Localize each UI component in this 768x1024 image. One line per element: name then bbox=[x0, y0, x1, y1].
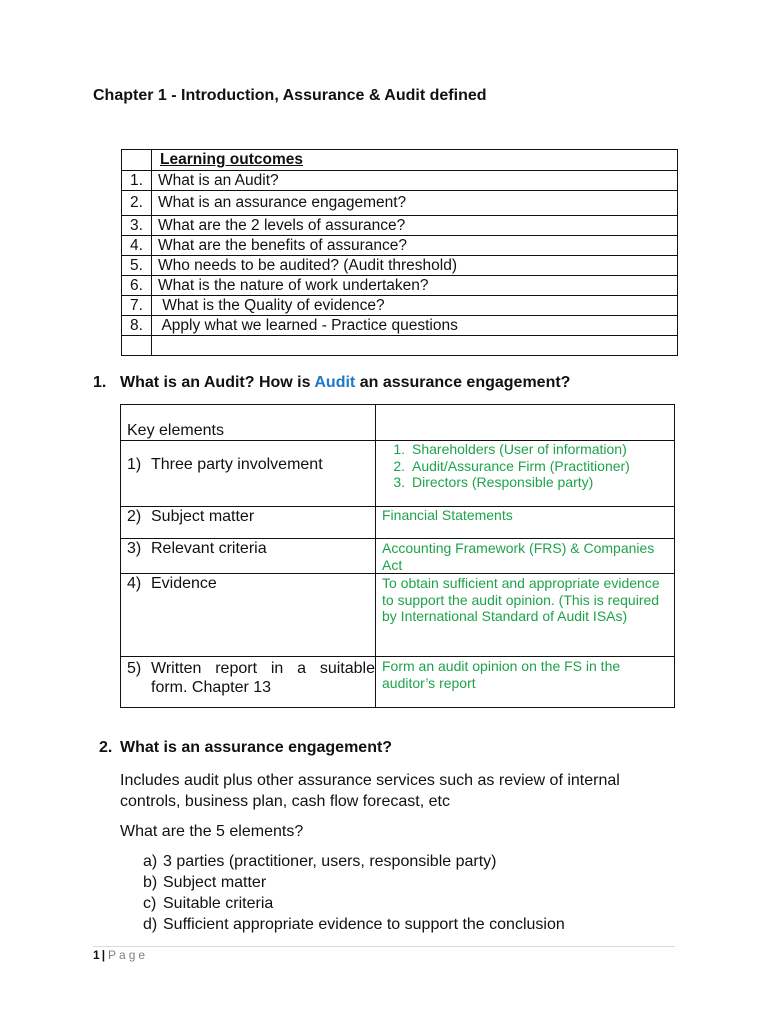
list-number: 2. bbox=[393, 457, 405, 474]
list-number: 1. bbox=[393, 441, 405, 457]
element-detail: To obtain sufficient and appropriate evidence to support the audit opinion. (This is required by International Standard of Audit ISAs) bbox=[382, 575, 660, 624]
table-row bbox=[121, 574, 675, 657]
list-letter: a) bbox=[143, 853, 158, 870]
row-number: 3. bbox=[122, 216, 152, 236]
page-number: 1 bbox=[93, 948, 100, 962]
row-number: 2. bbox=[122, 191, 152, 216]
table-row bbox=[122, 236, 678, 256]
list-letter: d) bbox=[143, 916, 158, 933]
element-detail-cell bbox=[376, 574, 675, 657]
element-detail: Accounting Framework (FRS) & Companies Act bbox=[382, 540, 655, 573]
footer-divider bbox=[93, 946, 675, 947]
footer-separator: | bbox=[101, 948, 106, 962]
section-number: 2. bbox=[99, 739, 113, 756]
table-row bbox=[122, 171, 678, 191]
heading-highlight: Audit bbox=[314, 374, 356, 391]
page-label: Page bbox=[108, 948, 149, 962]
heading-text-after: an assurance engagement? bbox=[355, 374, 571, 391]
heading-text-before: What is an Audit? How is bbox=[120, 374, 315, 391]
row-text: Who needs to be audited? (Audit threshold) bbox=[152, 256, 678, 276]
section-2-question: What are the 5 elements? bbox=[120, 823, 304, 840]
list-item bbox=[382, 441, 674, 458]
table-row bbox=[122, 216, 678, 236]
key-elements-table bbox=[120, 404, 675, 708]
table-row bbox=[122, 316, 678, 336]
list-text: Shareholders (User of information) bbox=[412, 441, 627, 457]
row-text: Apply what we learned - Practice questions bbox=[152, 316, 678, 336]
table-header-row bbox=[122, 150, 678, 171]
list-text: 3 parties (practitioner, users, responsible party) bbox=[163, 853, 497, 870]
list-text: Sufficient appropriate evidence to support the conclusion bbox=[163, 916, 565, 933]
list-letter: b) bbox=[143, 874, 158, 891]
list-item bbox=[143, 851, 565, 872]
element-label: Relevant criteria bbox=[151, 540, 267, 557]
list-letter: c) bbox=[143, 895, 157, 912]
table-row bbox=[121, 539, 675, 574]
element-detail-cell bbox=[376, 507, 675, 539]
section-1-heading bbox=[93, 374, 570, 392]
heading-text: What is an assurance engagement? bbox=[120, 739, 393, 756]
section-2-intro: Includes audit plus other assurance services such as review of internal controls, business plan, cash flow forecast, etc bbox=[120, 772, 620, 810]
list-text: Audit/Assurance Firm (Practitioner) bbox=[412, 457, 630, 474]
empty-cell bbox=[152, 336, 678, 356]
table-row bbox=[122, 256, 678, 276]
row-text: What are the benefits of assurance? bbox=[152, 236, 678, 256]
list-text: Suitable criteria bbox=[163, 895, 274, 912]
row-text: What are the 2 levels of assurance? bbox=[152, 216, 678, 236]
element-label: Evidence bbox=[151, 575, 217, 592]
element-detail-cell bbox=[376, 657, 675, 708]
empty-cell bbox=[376, 405, 675, 441]
element-detail-cell bbox=[376, 539, 675, 574]
key-elements-header-text: Key elements bbox=[127, 422, 224, 439]
page-footer bbox=[93, 948, 148, 962]
list-item bbox=[143, 872, 565, 893]
table-row bbox=[121, 441, 675, 507]
element-label-cell bbox=[121, 507, 376, 539]
header-num-cell bbox=[122, 150, 152, 171]
row-text: What is the nature of work undertaken? bbox=[152, 276, 678, 296]
element-number: 4) bbox=[127, 575, 142, 592]
row-text: What is the Quality of evidence? bbox=[152, 296, 678, 316]
learning-outcomes-header: Learning outcomes bbox=[152, 150, 678, 171]
empty-row bbox=[122, 336, 678, 356]
row-number: 5. bbox=[122, 256, 152, 276]
section-number: 1. bbox=[93, 374, 107, 391]
row-number: 6. bbox=[122, 276, 152, 296]
row-number: 7. bbox=[122, 296, 152, 316]
list-item bbox=[143, 914, 565, 935]
chapter-title: Chapter 1 - Introduction, Assurance & Audit defined bbox=[93, 87, 487, 104]
list-text: Subject matter bbox=[163, 874, 267, 891]
element-label: Subject matter bbox=[151, 508, 255, 525]
element-label: Written report in a suitable form. Chapter 13 bbox=[151, 660, 375, 696]
element-number: 3) bbox=[127, 540, 142, 557]
element-label-cell bbox=[121, 539, 376, 574]
row-text: What is an assurance engagement? bbox=[152, 191, 678, 216]
table-row bbox=[121, 507, 675, 539]
element-number: 5) bbox=[127, 660, 142, 677]
row-number: 8. bbox=[122, 316, 152, 336]
element-detail: Form an audit opinion on the FS in the auditor’s report bbox=[382, 658, 621, 691]
key-elements-header bbox=[121, 405, 376, 441]
row-number: 1. bbox=[122, 171, 152, 191]
table-row bbox=[122, 276, 678, 296]
element-number: 1) bbox=[127, 456, 142, 473]
element-label-cell bbox=[121, 657, 376, 708]
element-detail: Financial Statements bbox=[382, 507, 513, 523]
table-row bbox=[122, 296, 678, 316]
list-item bbox=[143, 893, 565, 914]
element-label-cell bbox=[121, 441, 376, 507]
table-row bbox=[122, 191, 678, 216]
element-number: 2) bbox=[127, 508, 142, 525]
list-number: 3. bbox=[393, 474, 405, 490]
empty-cell bbox=[122, 336, 152, 356]
list-item bbox=[382, 474, 674, 491]
element-label-cell bbox=[121, 574, 376, 657]
learning-outcomes-table bbox=[121, 149, 678, 356]
section-2-heading bbox=[99, 739, 392, 757]
list-text: Directors (Responsible party) bbox=[412, 474, 594, 490]
list-item bbox=[382, 458, 674, 475]
row-number: 4. bbox=[122, 236, 152, 256]
table-row bbox=[121, 657, 675, 708]
element-detail-cell bbox=[376, 441, 675, 507]
party-list bbox=[382, 441, 674, 491]
row-text: What is an Audit? bbox=[152, 171, 678, 191]
table-header-row bbox=[121, 405, 675, 441]
elements-list bbox=[143, 851, 565, 935]
element-label: Three party involvement bbox=[151, 456, 323, 473]
